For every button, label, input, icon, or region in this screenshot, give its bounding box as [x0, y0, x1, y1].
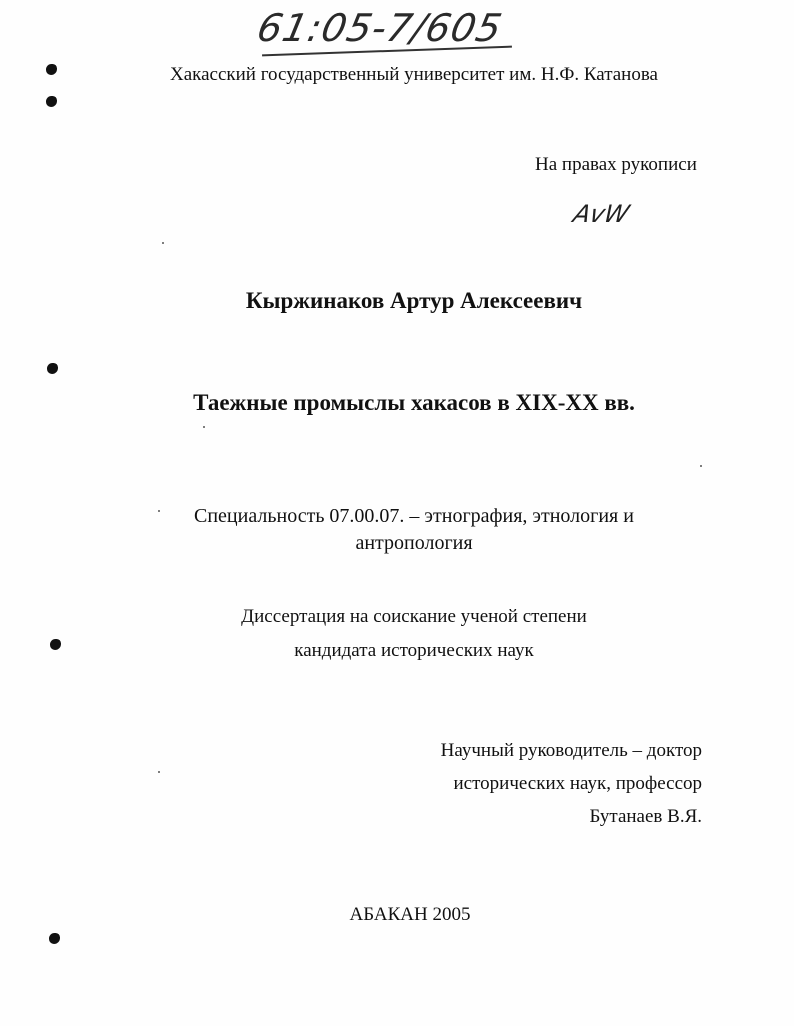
supervisor-block — [441, 734, 702, 833]
specialty-line-2: антропология — [355, 532, 473, 554]
supervisor-line-3: Бутанаев В.Я. — [589, 806, 702, 827]
degree-line-1: Диссертация на соискание ученой степени — [241, 606, 587, 627]
archive-reference: 61:05-7/605 — [253, 6, 507, 50]
scan-speck — [700, 465, 702, 467]
scan-speck — [162, 242, 164, 244]
city-and-year: АБАКАН 2005 — [349, 904, 471, 925]
scan-speck — [158, 771, 160, 773]
handwritten-signature: AvW — [570, 200, 633, 228]
specialty-block — [0, 503, 794, 557]
university-name: Хакасский государственный университет им. Н.Ф. Катанова — [170, 64, 658, 85]
manuscript-rights-note: На правах рукописи — [535, 154, 697, 175]
supervisor-line-1: Научный руководитель – доктор — [440, 740, 702, 761]
punch-hole-mark — [49, 933, 60, 944]
scan-speck — [203, 426, 205, 428]
degree-block — [0, 600, 794, 668]
dissertation-title: Таежные промыслы хакасов в XIX-XX вв. — [193, 390, 635, 415]
supervisor-line-2: исторических наук, профессор — [453, 773, 702, 794]
author-name: Кыржинаков Артур Алексеевич — [245, 288, 583, 313]
specialty-line-1: Специальность 07.00.07. – этнография, этнология и — [194, 505, 634, 527]
punch-hole-mark — [46, 96, 57, 107]
punch-hole-mark — [47, 363, 58, 374]
degree-line-2: кандидата исторических наук — [294, 640, 534, 661]
scan-speck — [158, 510, 160, 512]
